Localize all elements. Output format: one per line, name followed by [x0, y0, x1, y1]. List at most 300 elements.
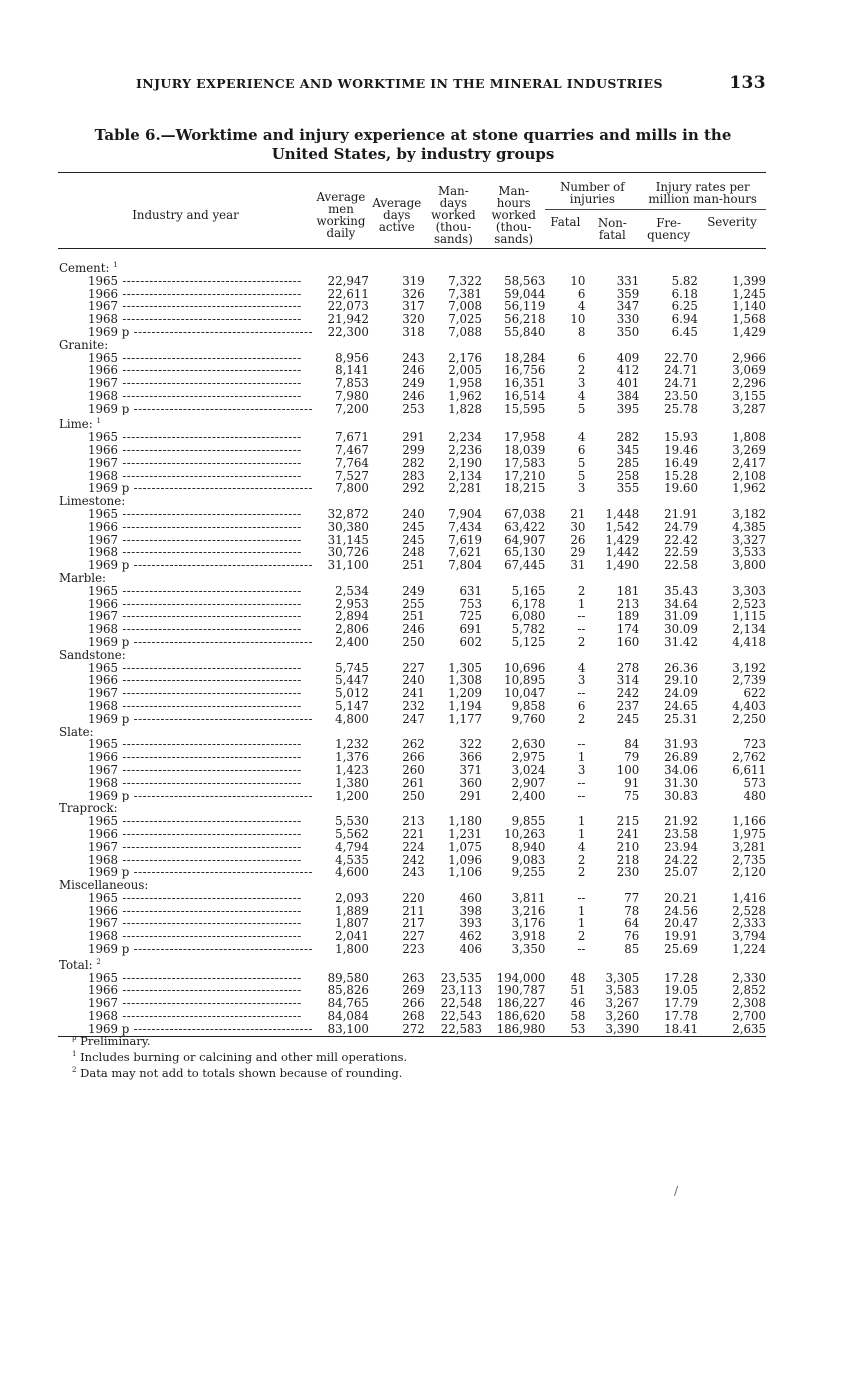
value-cell: 186,227 [496, 996, 546, 1011]
year-cell [58, 534, 313, 547]
dot-leader: ---------------------------------------- [129, 402, 314, 416]
value-cell: 266 [402, 750, 425, 765]
value-cell: 23.58 [664, 826, 698, 841]
value-cell: 17.28 [664, 970, 698, 985]
value-cell: 224 [402, 839, 425, 854]
year-cell [58, 313, 313, 326]
value-cell: 2,120 [732, 865, 766, 880]
year-label: 1965 [88, 661, 119, 675]
header-text: men [328, 201, 354, 216]
value-cell: 1 [577, 826, 586, 841]
value-cell: 2,041 [335, 929, 369, 944]
value-cell: 2,108 [732, 468, 766, 483]
value-cell: 480 [743, 788, 766, 803]
value-cell: 1,245 [732, 286, 766, 301]
footnote-text: Preliminary. [80, 1033, 151, 1048]
value-cell: 4 [577, 660, 586, 675]
value-cell: 2,975 [511, 750, 546, 765]
value-cell: 2 [577, 852, 586, 867]
table-row [58, 444, 766, 457]
value-cell: 395 [616, 401, 640, 416]
value-cell: 9,760 [511, 711, 546, 726]
category-label: Sandstone: [59, 647, 126, 662]
header-text: Non- [597, 216, 627, 230]
value-cell: 2,630 [511, 737, 546, 752]
value-cell: 32,872 [327, 506, 369, 521]
year-cell [58, 623, 313, 636]
value-cell: 21 [570, 506, 586, 521]
value-cell: 5 [577, 468, 586, 483]
value-cell: 5,530 [335, 814, 369, 829]
value-cell: 245 [402, 532, 425, 547]
dot-leader: ---------------------------------------- [118, 930, 302, 944]
year-label: 1965 [88, 891, 119, 905]
value-cell: 67,038 [504, 506, 546, 521]
value-cell: 2,907 [511, 775, 546, 790]
table-row [58, 403, 766, 416]
value-cell: 1,490 [605, 558, 640, 573]
value-cell: 78 [624, 903, 640, 918]
value-cell: 1 [577, 750, 586, 765]
header-frequency [639, 210, 698, 249]
year-label: 1969 p [88, 943, 130, 956]
value-cell: 243 [402, 350, 425, 365]
value-cell: 3,390 [605, 1021, 640, 1036]
value-cell: 4,600 [335, 865, 369, 880]
value-cell: 2 [577, 583, 586, 598]
category-cell [58, 415, 766, 431]
value-cell: 7,322 [448, 273, 483, 288]
value-cell: -- [577, 686, 586, 701]
dot-leader: ---------------------------------------- [129, 1022, 314, 1036]
value-cell: 31.30 [664, 775, 698, 790]
dot-leader: ---------------------------------------- [118, 287, 302, 301]
value-cell: 258 [616, 468, 640, 483]
year-cell [58, 403, 313, 416]
value-cell: 34.06 [664, 762, 698, 777]
value-cell: 331 [616, 273, 640, 288]
value-cell: 3 [577, 376, 586, 391]
table-row [58, 636, 766, 649]
dot-leader: ---------------------------------------- [118, 984, 302, 998]
value-cell: 75 [624, 788, 640, 803]
value-cell: 250 [402, 634, 425, 649]
year-cell [58, 687, 313, 700]
value-cell: 283 [402, 468, 425, 483]
value-cell: 22,073 [327, 299, 369, 314]
dot-leader: ---------------------------------------- [118, 997, 302, 1010]
value-cell: 460 [459, 890, 483, 905]
value-cell: 31,100 [327, 558, 369, 573]
value-cell: 2,635 [732, 1021, 766, 1036]
value-cell: 406 [459, 942, 483, 957]
value-cell: 2,236 [448, 443, 483, 457]
value-cell: 6 [577, 443, 586, 457]
value-cell: 1,376 [335, 750, 369, 765]
value-cell: 246 [402, 363, 425, 378]
value-cell: 247 [402, 711, 425, 726]
value-cell: 217 [402, 916, 425, 931]
value-cell: 227 [402, 929, 425, 944]
value-cell: 7,527 [335, 468, 369, 483]
value-cell: 2 [577, 929, 586, 944]
year-label: 1967 [88, 377, 119, 390]
header-text: Average [316, 189, 366, 204]
year-cell [58, 288, 313, 301]
table-row [58, 790, 766, 803]
value-cell: 53 [570, 1021, 586, 1036]
value-cell: 211 [402, 903, 425, 918]
year-cell [58, 764, 313, 777]
value-cell: 55,840 [504, 324, 546, 339]
value-cell: 8,940 [511, 839, 546, 854]
header-fatal: Fatal [545, 210, 585, 249]
value-cell: 7,088 [448, 324, 483, 339]
value-cell: 330 [616, 312, 640, 327]
year-label: 1969 p [88, 789, 130, 803]
value-cell: 29 [570, 545, 586, 560]
dot-leader: ---------------------------------------- [118, 507, 302, 521]
header-severity: Severity [698, 210, 766, 249]
dot-leader: ---------------------------------------- [118, 904, 302, 918]
value-cell: 355 [616, 481, 640, 496]
value-cell: 3,287 [732, 401, 766, 416]
footnote-text: Includes burning or calcining and other mill operations. [80, 1049, 408, 1064]
value-cell: 16.49 [664, 455, 698, 470]
table-row [58, 828, 766, 841]
value-cell: 3,216 [511, 903, 546, 918]
value-cell: 30 [570, 519, 586, 534]
category-cell [58, 956, 766, 972]
value-cell: 291 [459, 788, 483, 803]
year-label: 1965 [88, 815, 119, 828]
dot-leader: ---------------------------------------- [118, 971, 302, 985]
value-cell: 246 [402, 388, 425, 403]
year-label: 1967 [88, 997, 119, 1010]
value-cell: 64,907 [504, 532, 546, 547]
category-cell [58, 339, 766, 352]
value-cell: 85,826 [327, 983, 369, 998]
value-cell: 250 [402, 788, 425, 803]
value-cell: 23.94 [664, 839, 698, 854]
running-title: INJURY EXPERIENCE AND WORKTIME IN THE MINERAL INDUSTRIES [136, 76, 663, 91]
dot-leader: ---------------------------------------- [118, 610, 302, 624]
value-cell: 319 [402, 273, 425, 288]
value-cell: 31,145 [327, 532, 369, 547]
year-label: 1969 p [88, 402, 130, 416]
year-label: 1967 [88, 917, 119, 931]
dot-leader: ---------------------------------------- [118, 533, 302, 547]
year-label: 1965 [88, 431, 119, 444]
value-cell: 2,330 [732, 970, 766, 985]
year-label: 1966 [88, 364, 119, 378]
value-cell: 22,583 [440, 1021, 483, 1036]
value-cell: 7,381 [448, 286, 483, 301]
value-cell: 17.79 [664, 996, 698, 1011]
year-label: 1967 [88, 533, 119, 547]
value-cell: 79 [624, 750, 640, 765]
value-cell: 19.60 [664, 481, 698, 496]
year-cell [58, 777, 313, 790]
value-cell: 691 [459, 622, 483, 637]
value-cell: 1,800 [335, 942, 369, 957]
value-cell: 18,284 [504, 350, 546, 365]
value-cell: 278 [616, 660, 640, 675]
value-cell: 3,800 [732, 558, 766, 573]
value-cell: 2,806 [335, 622, 369, 637]
value-cell: 249 [402, 583, 425, 598]
table-row [58, 892, 766, 905]
table-container [58, 172, 766, 1037]
dot-leader: ---------------------------------------- [129, 325, 314, 339]
value-cell: 249 [402, 376, 425, 391]
value-cell: 6.25 [671, 299, 698, 314]
dot-leader: ---------------------------------------- [118, 597, 302, 611]
value-cell: 22,548 [440, 996, 483, 1011]
dot-leader: ---------------------------------------- [118, 827, 302, 841]
value-cell: 19.46 [664, 443, 698, 457]
value-cell: 320 [402, 312, 425, 327]
dot-leader: ---------------------------------------- [118, 313, 302, 326]
value-cell: 23,535 [440, 970, 483, 985]
year-label: 1969 p [88, 482, 130, 496]
value-cell: 2,523 [732, 596, 766, 611]
value-cell: 24.22 [664, 852, 698, 867]
table-row [58, 700, 766, 713]
dot-leader: ---------------------------------------- [118, 738, 302, 752]
value-cell: 2,400 [511, 788, 546, 803]
value-cell: 371 [459, 762, 483, 777]
value-cell: 174 [616, 622, 640, 637]
value-cell: 20.21 [664, 890, 698, 905]
table-caption [58, 126, 768, 164]
value-cell: 213 [616, 596, 640, 611]
value-cell: 268 [402, 1008, 425, 1023]
footnote-text: Data may not add to totals shown because of rounding. [80, 1065, 403, 1080]
value-cell: 31.42 [664, 634, 698, 649]
dot-leader: ---------------------------------------- [118, 853, 302, 867]
value-cell: 725 [459, 609, 483, 624]
value-cell: 261 [402, 775, 425, 790]
value-cell: 34.64 [664, 596, 698, 611]
value-cell: 401 [616, 376, 640, 391]
header-text: Average [372, 195, 422, 210]
dot-leader: ---------------------------------------- [118, 469, 302, 483]
value-cell: 2,739 [732, 673, 766, 688]
value-cell: 6.45 [671, 324, 698, 339]
value-cell: 10,696 [504, 660, 546, 675]
table-row [58, 841, 766, 854]
value-cell: 2,528 [732, 903, 766, 918]
header-text: active [378, 219, 415, 234]
value-cell: 2,093 [335, 890, 369, 905]
value-cell: 5,447 [335, 673, 369, 688]
value-cell: 6,080 [511, 609, 546, 624]
value-cell: 253 [402, 401, 425, 416]
value-cell: 56,218 [504, 312, 546, 327]
value-cell: 5,125 [511, 634, 546, 649]
value-cell: 31.09 [664, 609, 698, 624]
dot-leader: ---------------------------------------- [118, 584, 302, 598]
year-label: 1966 [88, 904, 119, 918]
value-cell: 22,947 [327, 273, 369, 288]
value-cell: 285 [616, 455, 640, 470]
value-cell: 9,255 [511, 865, 546, 880]
value-cell: 8,141 [335, 363, 369, 378]
value-cell: 5.82 [671, 273, 698, 288]
year-cell [58, 917, 313, 930]
value-cell: 248 [402, 545, 425, 560]
value-cell: 1,889 [335, 903, 369, 918]
value-cell: 1,568 [732, 312, 766, 327]
header-text: million man-hours [648, 192, 757, 206]
value-cell: 5,165 [511, 583, 546, 598]
value-cell: 1,448 [605, 506, 640, 521]
value-cell: -- [577, 609, 586, 624]
value-cell: 2,417 [732, 455, 766, 470]
value-cell: 189 [616, 609, 640, 624]
value-cell: 8,956 [335, 350, 369, 365]
value-cell: 1,180 [448, 814, 483, 829]
value-cell: 218 [616, 852, 640, 867]
value-cell: 1,807 [335, 916, 369, 931]
value-cell: 21,942 [327, 312, 369, 327]
table-row [58, 777, 766, 790]
value-cell: 409 [616, 350, 640, 365]
value-cell: 1,232 [335, 737, 369, 752]
header-text: (thou- [435, 219, 472, 234]
year-label: 1967 [88, 610, 119, 624]
value-cell: 6 [577, 698, 586, 713]
value-cell: 241 [616, 826, 640, 841]
category-cell [58, 879, 766, 892]
value-cell: -- [577, 788, 586, 803]
category-row [58, 879, 766, 892]
value-cell: 318 [402, 324, 425, 339]
value-cell: 1,209 [448, 686, 483, 701]
year-cell [58, 377, 313, 390]
value-cell: 753 [459, 596, 483, 611]
value-cell: 210 [616, 839, 640, 854]
value-cell: 58 [570, 1008, 586, 1023]
value-cell: 322 [459, 737, 483, 752]
value-cell: 22,611 [327, 286, 369, 301]
value-cell: 1,962 [448, 388, 483, 403]
dot-leader: ---------------------------------------- [118, 431, 302, 444]
value-cell: 2 [577, 711, 586, 726]
value-cell: 10,895 [504, 673, 546, 688]
category-label: Miscellaneous: [59, 878, 149, 893]
value-cell: 7,434 [448, 519, 483, 534]
dot-leader: ---------------------------------------- [118, 1009, 302, 1023]
value-cell: 242 [616, 686, 640, 701]
value-cell: 2,134 [732, 622, 766, 637]
value-cell: 3,583 [605, 983, 640, 998]
table-row [58, 764, 766, 777]
value-cell: 83,100 [327, 1021, 369, 1036]
table-row [58, 508, 766, 521]
year-cell [58, 457, 313, 470]
table-header [58, 173, 766, 249]
dot-leader: ---------------------------------------- [118, 364, 302, 378]
value-cell: 2,400 [335, 634, 369, 649]
value-cell: 18,215 [504, 481, 546, 496]
value-cell: 1,177 [448, 711, 483, 726]
value-cell: 4,385 [732, 519, 766, 534]
dot-leader: ---------------------------------------- [118, 763, 302, 777]
value-cell: 16,756 [504, 363, 546, 378]
dot-leader: ---------------------------------------- [118, 751, 302, 764]
value-cell: 2,296 [732, 376, 766, 391]
year-label: 1965 [88, 274, 119, 288]
table-row [58, 521, 766, 534]
value-cell: 2,966 [732, 350, 766, 365]
table-row [58, 713, 766, 726]
value-cell: 23.50 [664, 388, 698, 403]
value-cell: 360 [459, 775, 483, 790]
year-label: 1966 [88, 520, 119, 534]
value-cell: 46 [570, 996, 586, 1011]
year-cell [58, 674, 313, 687]
table-body [58, 249, 766, 1037]
value-cell: 350 [616, 324, 640, 339]
value-cell: 260 [402, 762, 425, 777]
table-row [58, 585, 766, 598]
dot-leader: ---------------------------------------- [118, 776, 302, 790]
value-cell: 186,620 [496, 1008, 546, 1023]
data-table [58, 172, 766, 1037]
header-number-of-injuries [545, 173, 639, 210]
value-cell: 2,534 [335, 583, 369, 598]
footnote [72, 1048, 407, 1064]
footnote [72, 1032, 407, 1048]
value-cell: 1,224 [732, 942, 766, 957]
footnote-ref: 1 [96, 417, 101, 426]
year-label: 1969 p [88, 635, 130, 649]
value-cell: 10 [570, 273, 586, 288]
value-cell: 3,281 [732, 839, 766, 854]
value-cell: 3,182 [732, 506, 766, 521]
value-cell: 393 [459, 916, 483, 931]
year-label: 1969 p [88, 866, 130, 880]
value-cell: 22.70 [664, 350, 698, 365]
value-cell: 1,194 [448, 698, 483, 713]
dot-leader: ---------------------------------------- [118, 444, 302, 457]
table-row [58, 390, 766, 403]
value-cell: 16,514 [504, 388, 546, 403]
category-label: Traprock: [59, 801, 118, 816]
dot-leader: ---------------------------------------- [118, 351, 302, 365]
header-text: (thou- [495, 219, 532, 234]
dot-leader: ---------------------------------------- [118, 456, 302, 470]
value-cell: 194,000 [496, 970, 546, 985]
value-cell: 30.09 [664, 622, 698, 637]
footnote-mark: p [72, 1034, 77, 1042]
year-cell [58, 892, 313, 905]
year-cell [58, 444, 313, 457]
value-cell: 3,533 [732, 545, 766, 560]
category-label: Cement: [59, 260, 110, 275]
year-label: 1967 [88, 300, 119, 314]
year-cell [58, 700, 313, 713]
year-cell [58, 828, 313, 841]
value-cell: 5,562 [335, 826, 369, 841]
value-cell: 1,399 [732, 273, 766, 288]
value-cell: 3 [577, 762, 586, 777]
table-row [58, 866, 766, 879]
value-cell: 242 [402, 852, 425, 867]
value-cell: 17,210 [504, 468, 546, 483]
